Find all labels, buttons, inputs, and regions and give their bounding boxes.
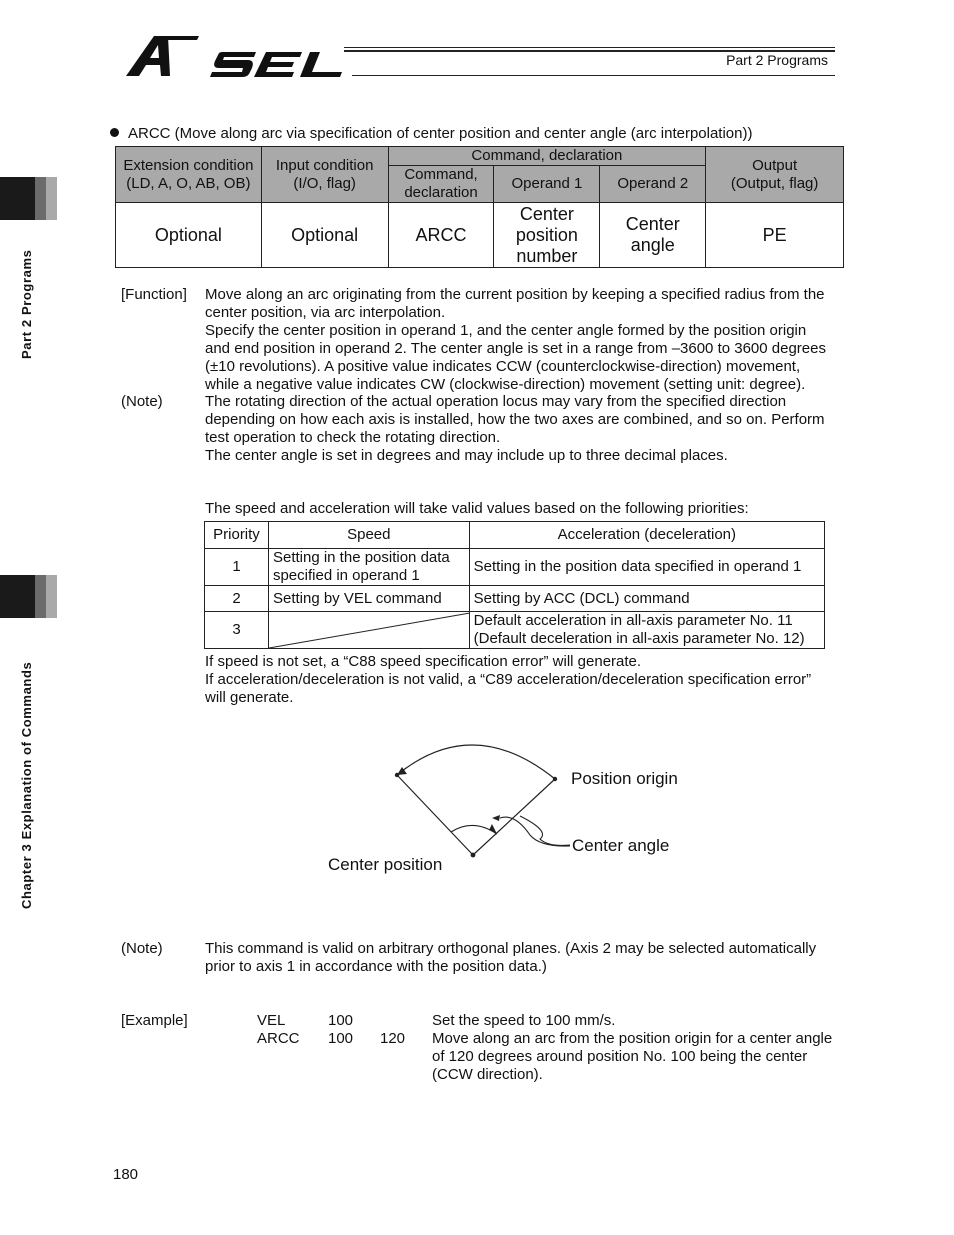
cell-operand1: Center position number: [494, 203, 600, 268]
label-center-angle: Center angle: [572, 836, 670, 855]
cell-extension: Optional: [116, 203, 262, 268]
arc-path: [397, 745, 555, 779]
sidebar-part-label: Part 2 Programs: [19, 249, 34, 359]
accel-header: Acceleration (deceleration): [469, 522, 824, 549]
note2-text: This command is valid on arbitrary orthogonal planes. (Axis 2 may be selected automatically prior to axis 1 in accordance with the position data.): [205, 940, 817, 975]
example-operand2: 120: [380, 1030, 406, 1047]
command-table: [115, 146, 844, 268]
radius-line-left: [397, 775, 473, 855]
command-title: [110, 125, 752, 142]
cell-command: ARCC: [388, 203, 494, 268]
header-bottom-rule: [352, 75, 835, 76]
label-position-origin: Position origin: [571, 769, 678, 788]
command-title-text: ARCC (Move along arc via specification of center position and center angle (arc interpolation)): [128, 125, 753, 142]
priority-table: [204, 521, 825, 649]
note1-text: The rotating direction of the actual operation locus may vary from the specified direction depending on how each axis is installed, how the two axes are combined, and so on. Perform test operation to check the rotating direction. The center angle is set in degrees and may include up to three decimal places.: [205, 393, 825, 464]
priority-cell: 1: [205, 549, 269, 586]
example-operand1: 100 100: [328, 1012, 354, 1047]
header-command-group: Command, declaration: [388, 147, 706, 166]
example-label: [Example]: [121, 1012, 188, 1029]
function-text: Move along an arc originating from the current position by keeping a specified radius from the center position, via arc interpolation. Specify the center position in operand 1, and the center angle formed by the position origin and end position in operand 2. The center angle is set in a range from –3600 to 3600 degrees (±10 revolutions). A positive value indicates CCW (counterclockwise-direction) movement, while a negative value indicates CW (clockwise-direction) movement (setting unit: degree).: [205, 286, 826, 393]
accel-cell: Setting in the position data specified in operand 1: [469, 549, 824, 586]
sidebar-chapter-label: Chapter 3 Explanation of Commands: [19, 661, 34, 909]
speed-cell: Setting in the position data specified in operand 1: [268, 549, 469, 586]
priority-notes: If speed is not set, a “C88 speed specification error” will generate. If acceleration/deceleration is not valid, a “C89 acceleration/deceleration specification error” will generate.: [205, 653, 812, 706]
table-row: [205, 549, 825, 586]
header-operand1: Operand 1: [494, 166, 600, 203]
header-output: Output (Output, flag): [706, 147, 844, 203]
speed-header: Speed: [268, 522, 469, 549]
bullet-icon: [110, 128, 119, 137]
leader-curve: [500, 817, 570, 846]
center-angle-arrowhead: [489, 824, 497, 834]
example-commands: VEL ARCC: [257, 1012, 300, 1047]
header-operand2: Operand 2: [600, 166, 706, 203]
page-number: 180: [113, 1166, 139, 1183]
function-label: [Function]: [121, 286, 187, 303]
example-descriptions: Set the speed to 100 mm/s. Move along an arc from the position origin for a center angle of 120 degrees around position No. 100 being the center (CCW direction).: [432, 1012, 833, 1083]
cell-input: Optional: [261, 203, 388, 268]
cell-output: PE: [706, 203, 844, 268]
header-input: Input condition (I/O, flag): [261, 147, 388, 203]
header-command: Command, declaration: [388, 166, 494, 203]
note1-label: (Note): [121, 393, 163, 410]
note2-label: (Note): [121, 940, 163, 957]
speed-cell: Setting by VEL command: [268, 586, 469, 612]
asel-logo: [124, 32, 344, 83]
priority-intro: The speed and acceleration will take valid values based on the following priorities:: [205, 500, 749, 517]
label-center-position: Center position: [328, 855, 443, 874]
cell-operand2: Center angle: [600, 203, 706, 268]
part-tab-marker: [0, 177, 57, 220]
diagonal-slash: [269, 612, 470, 649]
arc-diagram: [380, 735, 580, 865]
table-row: [205, 586, 825, 612]
leader-arrowhead: [492, 815, 500, 821]
speed-cell-empty: [268, 612, 469, 649]
priority-header: Priority: [205, 522, 269, 549]
priority-cell: 2: [205, 586, 269, 612]
priority-cell: 3: [205, 612, 269, 649]
center-position-point: [471, 853, 476, 858]
header-extension: Extension condition (LD, A, O, AB, OB): [116, 147, 262, 203]
table-row: [205, 612, 825, 649]
accel-cell: Setting by ACC (DCL) command: [469, 586, 824, 612]
chapter-tab-marker: [0, 575, 57, 618]
header-section-title: Part 2 Programs: [726, 52, 828, 68]
accel-cell: Default acceleration in all-axis parameter No. 11 (Default deceleration in all-axis parameter No. 12): [469, 612, 824, 649]
